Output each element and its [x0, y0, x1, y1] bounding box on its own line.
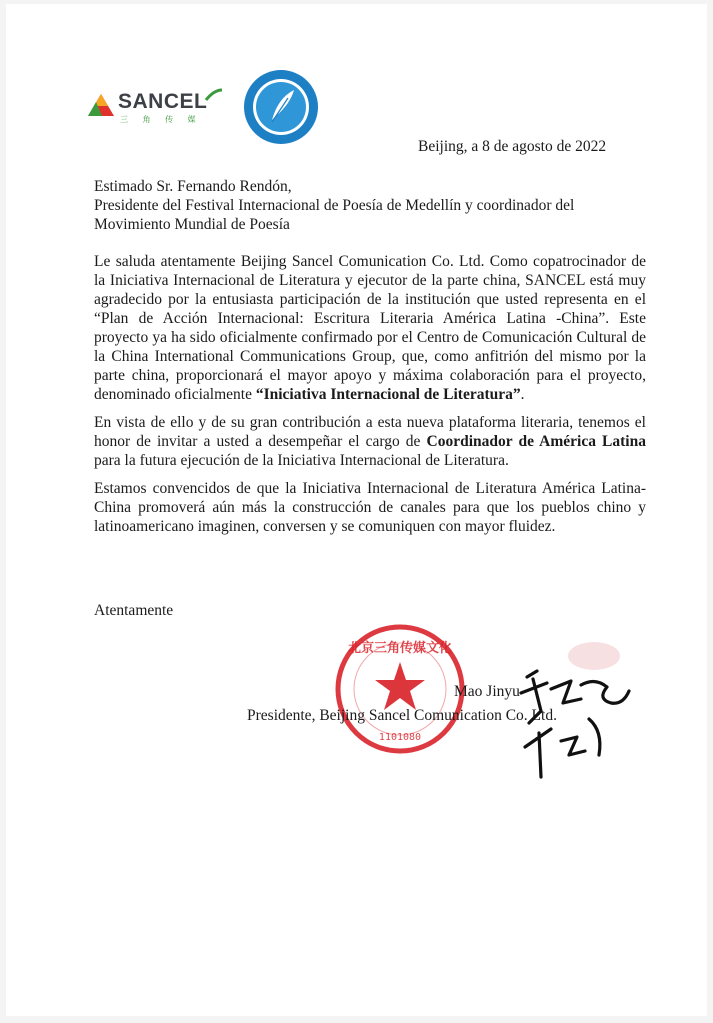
signer-name: Mao Jinyu: [454, 683, 520, 700]
feather-circle-emblem-icon: [242, 68, 320, 146]
paragraph-2-text: En vista de ello y de su gran contribución a esta nueva plataforma literaria, tenemos el honor de invitar a usted a desempeñar el cargo de: [94, 414, 646, 450]
salutation: Estimado Sr. Fernando Rendón,: [94, 178, 292, 195]
sancel-logo-icon: [86, 88, 116, 118]
logo-subtitle: 三 角 传 媒: [120, 115, 202, 124]
paragraph-2-end: para la futura ejecución de la Iniciativa Internacional de Literatura.: [94, 452, 509, 469]
svg-text:1101080: 1101080: [378, 732, 422, 743]
paragraph-2: [94, 413, 646, 470]
paragraph-1-end: .: [520, 386, 525, 403]
company-seal-stamp: [333, 622, 467, 756]
paragraph-3: Estamos convencidos de que la Iniciativa Internacional de Literatura América Latina-China promoverá aún más la construcción de canales para que los pueblos chino y latinoamericano imaginen, conversen y se comuniquen con mayor fluidez.: [94, 480, 646, 535]
recipient-block: [94, 177, 654, 234]
paragraph-1-text: Le saluda atentamente Beijing Sancel Comunication Co. Ltd. Como copatrocinador de la Iniciativa Internacional de Literatura y ejecutor de la parte china, SANCEL está muy agradecido por la entusiasta participación de la institución que usted representa en el “Plan de Acción Internacional: Escritura Literaria América Latina -China”. Este proyecto ya ha sido oficialmente confirmado por el Centro de Comunicación Cultural de la China International Communications Group, que, como anfitrión del mismo por la parte china, proporcionará el mayor apoyo y máxima colaboración para el proyecto, denominado oficialmente: [94, 253, 646, 403]
handwritten-signature: [511, 659, 651, 784]
closing: Atentamente: [94, 602, 174, 619]
recipient-title: Presidente del Festival Internacional de Poesía de Medellín y coordinador del Movimiento Mundial de Poesía: [94, 197, 575, 233]
letter-body: [94, 252, 646, 545]
signer-title: Presidente, Beijing Sancel Comunication Co. Ltd.: [247, 707, 557, 724]
sancel-logo: [86, 88, 226, 128]
paragraph-1-bold: “Iniciativa Internacional de Literatura”: [255, 386, 521, 403]
logo-swoosh-icon: [204, 88, 224, 102]
letter-page: [6, 4, 707, 1016]
svg-text:北京三角传媒文化: 北京三角传媒文化: [347, 641, 453, 656]
logo-wordmark: SANCEL: [118, 90, 208, 113]
paragraph-1: [94, 252, 646, 404]
paragraph-2-bold: Coordinador de América Latina: [426, 433, 646, 450]
letter-date: Beijing, a 8 de agosto de 2022: [418, 138, 607, 155]
